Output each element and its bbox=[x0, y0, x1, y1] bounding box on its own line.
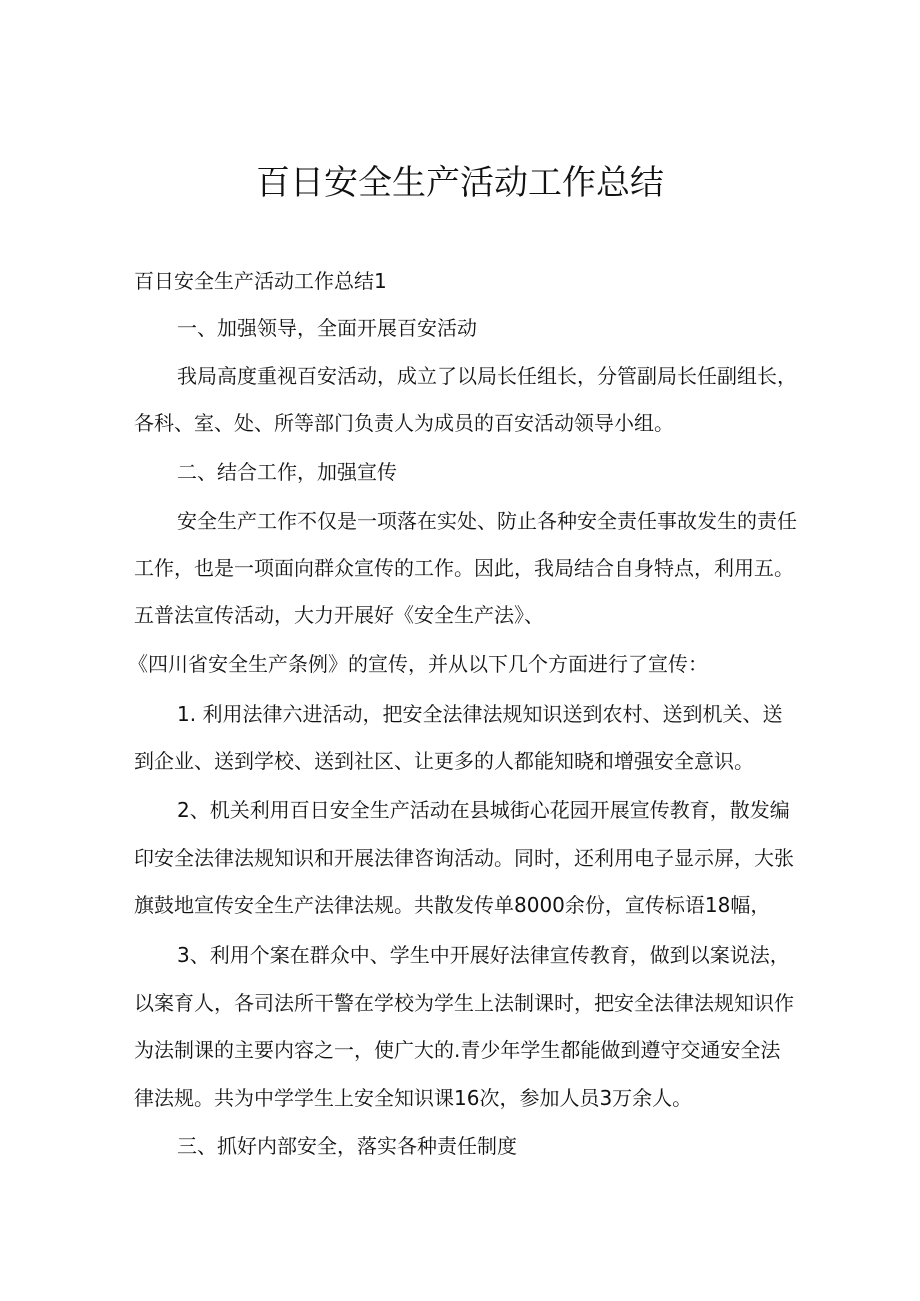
section-heading: 百日安全生产活动工作总结1 bbox=[134, 269, 387, 293]
paragraph-line: 安全生产工作不仅是一项落在实处、防止各种安全责任事故发生的责任 bbox=[177, 509, 797, 533]
paragraph-line: 以案育人，各司法所干警在学校为学生上法制课时，把安全法律法规知识作 bbox=[134, 991, 794, 1015]
paragraph-line: 律法规。共为中学学生上安全知识课16次，参加人员3万余人。 bbox=[134, 1086, 693, 1110]
paragraph-line: 我局高度重视百安活动，成立了以局长任组长，分管副局长任副组长， bbox=[177, 364, 797, 388]
paragraph-line: 为法制课的主要内容之一，使广大的.青少年学生都能做到遵守交通安全法 bbox=[134, 1038, 781, 1062]
subheading-2: 二、结合工作，加强宣传 bbox=[177, 460, 397, 484]
list-item-1: 1. 利用法律六进活动，把安全法律法规知识送到农村、送到机关、送 bbox=[177, 702, 783, 726]
paragraph-line: 旗鼓地宣传安全生产法律法规。共散发传单8000余份，宣传标语18幅， bbox=[134, 893, 771, 917]
paragraph-line: 《四川省安全生产条例》的宣传，并从以下几个方面进行了宣传： bbox=[128, 652, 708, 676]
paragraph-line: 到企业、送到学校、送到社区、让更多的人都能知晓和增强安全意识。 bbox=[134, 749, 754, 773]
paragraph-line: 五普法宣传活动，大力开展好《安全生产法》、 bbox=[134, 603, 544, 627]
list-item-3: 3、利用个案在群众中、学生中开展好法律宣传教育，做到以案说法， bbox=[177, 943, 790, 967]
paragraph-line: 各科、室、处、所等部门负责人为成员的百安活动领导小组。 bbox=[134, 411, 674, 435]
paragraph-line: 印安全法律法规知识和开展法律咨询活动。同时，还利用电子显示屏，大张 bbox=[134, 846, 794, 870]
subheading-1: 一、加强领导，全面开展百安活动 bbox=[177, 316, 477, 340]
subheading-3: 三、抓好内部安全，落实各种责任制度 bbox=[177, 1134, 517, 1158]
document-title: 百日安全生产活动工作总结 bbox=[256, 163, 664, 203]
list-item-2: 2、机关利用百日安全生产活动在县城街心花园开展宣传教育，散发编 bbox=[177, 798, 790, 822]
paragraph-line: 工作，也是一项面向群众宣传的工作。因此，我局结合自身特点，利用五。 bbox=[134, 556, 794, 580]
